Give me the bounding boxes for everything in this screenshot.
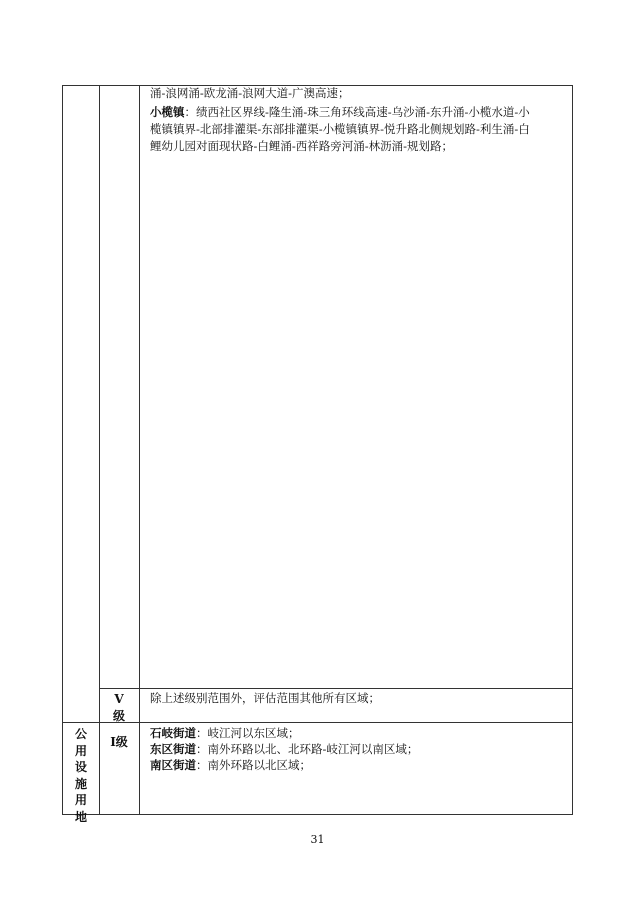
row-divider-2 xyxy=(63,722,572,723)
col-divider-2 xyxy=(139,86,140,814)
row1-line-4: 鲤幼儿园对面现状路-白鲤涌-西祥路旁河涌-林沥涌-规划路； xyxy=(150,139,454,153)
col-divider-1 xyxy=(99,86,100,814)
row3-line-3: 南区街道：南外环路以北区域； xyxy=(150,758,311,772)
row1-description xyxy=(150,86,570,154)
row3-line-2: 东区街道：南外环路以北、北环路-岐江河以南区域； xyxy=(150,742,419,756)
row1-line-3: 榄镇镇界-北部排灌渠-东部排灌渠-小榄镇镇界-悦升路北侧规划路-利生涌-白 xyxy=(150,122,530,136)
row1-line-1: 涌-浪网涌-欧龙涌-浪网大道-广澳高速； xyxy=(150,86,350,100)
town-label: 小榄镇 xyxy=(150,105,185,119)
row3-grade: Ⅰ级 xyxy=(110,735,128,749)
row1-line-2: 小榄镇：绩西社区界线-隆生涌-珠三角环线高速-乌沙涌-东升涌-小榄水道-小 xyxy=(150,105,530,119)
page-number: 31 xyxy=(310,833,325,846)
row3-line-1: 石岐街道：岐江河以东区域； xyxy=(150,726,300,740)
row2-grade: Ⅴ级 xyxy=(112,692,125,723)
row-divider-1 xyxy=(99,688,572,689)
row2-description: 除上述级别范围外，评估范围其他所有区域； xyxy=(150,691,380,705)
row3-description xyxy=(150,725,570,773)
row3-category: 公用设施用地 xyxy=(74,727,87,824)
land-grade-table xyxy=(62,85,573,824)
